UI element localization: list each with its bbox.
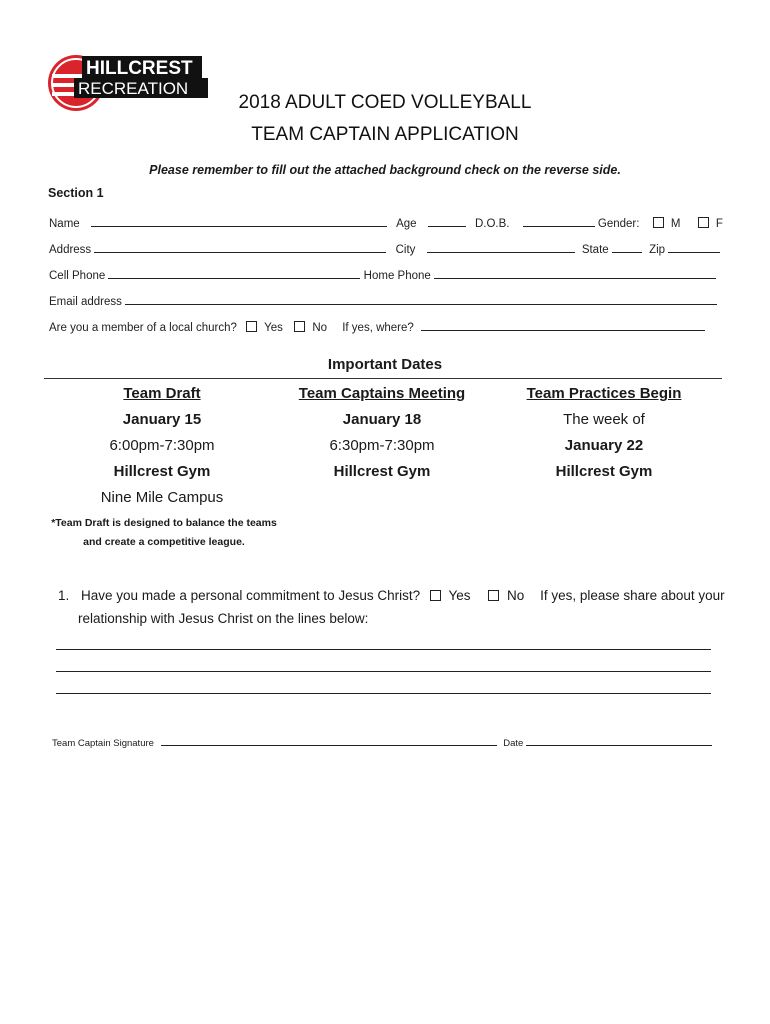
- signature-field[interactable]: [161, 736, 497, 746]
- captains-meeting-date: January 18: [342, 411, 422, 428]
- question-1-follow: If yes, please share about your: [540, 588, 725, 603]
- address-row: [49, 241, 720, 256]
- team-draft-note: *Team Draft is designed to balance the teams and create a competitive league.: [51, 517, 277, 548]
- question-1-yes-checkbox[interactable]: [430, 590, 441, 601]
- home-phone-field[interactable]: [434, 267, 716, 279]
- name-field[interactable]: [91, 215, 387, 227]
- age-label: Age: [396, 218, 417, 230]
- cell-phone-label: Cell Phone: [49, 270, 106, 282]
- city-field[interactable]: [427, 241, 575, 253]
- practices-begin-week: The week of: [563, 411, 645, 428]
- answer-line-3[interactable]: [56, 693, 711, 694]
- cell-phone-field[interactable]: [108, 267, 360, 279]
- email-field[interactable]: [125, 293, 717, 305]
- question-1-yes-label: Yes: [448, 588, 471, 603]
- date-field[interactable]: [526, 736, 712, 746]
- practices-begin-date: January 22: [564, 437, 644, 454]
- captains-meeting-location: Hillcrest Gym: [333, 463, 431, 480]
- dob-field[interactable]: [523, 215, 595, 227]
- church-yes-label: Yes: [264, 322, 283, 334]
- gender-label: Gender:: [597, 218, 640, 230]
- church-row: [49, 319, 705, 334]
- address-label: Address: [49, 244, 92, 256]
- state-label: State: [581, 244, 609, 256]
- church-question: Are you a member of a local church?: [49, 322, 237, 334]
- address-field[interactable]: [94, 241, 386, 253]
- phone-row: [49, 267, 716, 282]
- section-divider: [44, 378, 722, 379]
- church-where-label: If yes, where?: [342, 322, 414, 334]
- gender-m-label: M: [670, 218, 681, 230]
- zip-label: Zip: [649, 244, 666, 256]
- captains-meeting-column: [262, 381, 502, 485]
- question-1-no-checkbox[interactable]: [488, 590, 499, 601]
- dob-label: D.O.B.: [474, 218, 510, 230]
- question-1-no-label: No: [507, 588, 525, 603]
- section-heading: Section 1: [48, 186, 104, 200]
- practices-begin-column: [484, 381, 724, 485]
- team-draft-heading: Team Draft: [123, 385, 201, 402]
- gender-f-checkbox[interactable]: [698, 217, 709, 228]
- date-label: Date: [503, 738, 524, 749]
- signature-label: Team Captain Signature: [52, 738, 154, 749]
- team-draft-campus: Nine Mile Campus: [100, 489, 224, 506]
- team-draft-column: [42, 381, 282, 511]
- church-no-label: No: [312, 322, 328, 334]
- practices-begin-location: Hillcrest Gym: [555, 463, 653, 480]
- page-title-line1: 2018 ADULT COED VOLLEYBALL: [238, 92, 532, 113]
- team-draft-date: January 15: [122, 411, 202, 428]
- city-label: City: [395, 244, 416, 256]
- gender-m-checkbox[interactable]: [653, 217, 664, 228]
- question-1: [58, 588, 725, 603]
- question-1-number: 1.: [58, 588, 70, 603]
- email-label: Email address: [49, 296, 122, 308]
- reminder-note: Please remember to fill out the attached background check on the reverse side.: [149, 163, 621, 177]
- church-where-field[interactable]: [421, 319, 705, 331]
- logo-line2: RECREATION: [78, 79, 189, 98]
- age-field[interactable]: [428, 215, 466, 227]
- captains-meeting-heading: Team Captains Meeting: [298, 385, 466, 402]
- home-phone-label: Home Phone: [363, 270, 431, 282]
- name-row: [49, 215, 723, 230]
- state-field[interactable]: [612, 241, 642, 253]
- important-dates-title: Important Dates: [327, 356, 443, 373]
- church-no-checkbox[interactable]: [294, 321, 305, 332]
- email-row: [49, 293, 717, 308]
- church-yes-checkbox[interactable]: [246, 321, 257, 332]
- question-1-line2: relationship with Jesus Christ on the lines below:: [78, 611, 369, 626]
- answer-line-1[interactable]: [56, 649, 711, 650]
- signature-row: [52, 736, 712, 749]
- logo-line1: HILLCREST: [86, 58, 193, 79]
- question-1-text: Have you made a personal commitment to Jesus Christ?: [81, 588, 421, 603]
- answer-line-2[interactable]: [56, 671, 711, 672]
- team-draft-location: Hillcrest Gym: [113, 463, 211, 480]
- practices-begin-heading: Team Practices Begin: [526, 385, 682, 402]
- name-label: Name: [49, 218, 80, 230]
- page-title-line2: TEAM CAPTAIN APPLICATION: [251, 124, 519, 145]
- gender-f-label: F: [715, 218, 723, 230]
- team-draft-time: 6:00pm-7:30pm: [109, 437, 215, 454]
- zip-field[interactable]: [668, 241, 720, 253]
- captains-meeting-time: 6:30pm-7:30pm: [329, 437, 435, 454]
